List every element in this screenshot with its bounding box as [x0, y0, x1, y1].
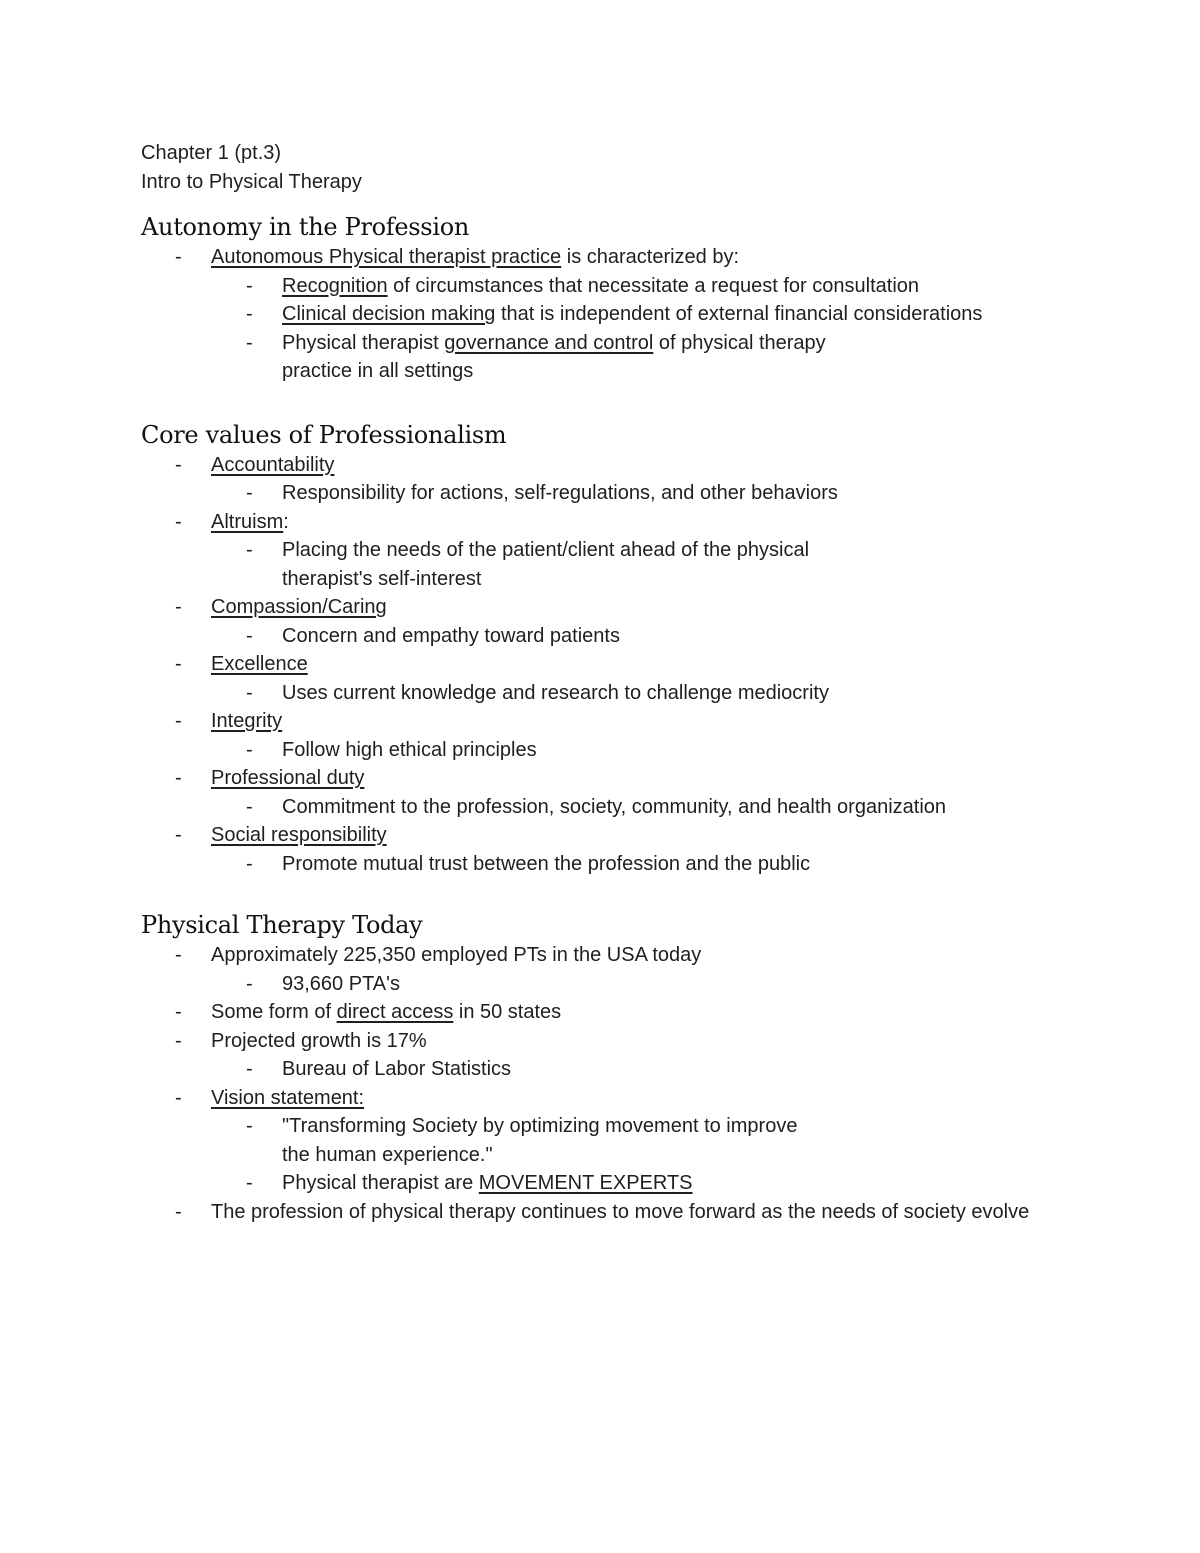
heading-pt-today: Physical Therapy Today: [141, 911, 423, 939]
core-value-label: Altruism: [211, 510, 284, 533]
bullet-dash: -: [175, 710, 182, 732]
list-item: [141, 1027, 1061, 1056]
bullet-dash: -: [175, 453, 182, 476]
item-text: Commitment to the profession, society, community, and health organization: [282, 795, 947, 818]
list-item: [141, 329, 862, 386]
list-item: [141, 1084, 1061, 1113]
core-values-list: [141, 451, 1061, 879]
core-value-description: [141, 793, 1061, 822]
core-value-item: [141, 593, 1061, 622]
core-value-description: [141, 679, 1061, 708]
item-text: Follow high ethical principles: [282, 738, 537, 761]
bullet-dash: -: [175, 1086, 182, 1109]
core-value-description: [141, 736, 1061, 765]
bullet-dash: -: [175, 1200, 182, 1223]
bullet-dash: -: [246, 1172, 253, 1194]
list-item: [141, 1169, 1061, 1198]
underlined-term: MOVEMENT EXPERTS: [478, 1172, 693, 1194]
list-item: [141, 941, 1061, 970]
item-text: Bureau of Labor Statistics: [282, 1058, 512, 1080]
item-text: Projected growth is 17%: [211, 1029, 427, 1052]
core-value-description: [141, 850, 1061, 879]
chapter-label: Chapter 1 (pt.3): [141, 142, 282, 164]
bullet-dash: -: [175, 824, 182, 846]
core-value-label: Accountability: [211, 453, 335, 476]
core-value-description: [141, 536, 822, 593]
list-item: [141, 1198, 1041, 1227]
bullet-dash: -: [246, 795, 253, 818]
item-text: Approximately 225,350 employed PTs in the USA today: [211, 944, 702, 966]
bullet-dash: -: [175, 944, 182, 966]
bullet-dash: -: [246, 1115, 253, 1137]
underlined-term: Autonomous Physical therapist practice: [211, 246, 562, 268]
list-item: [141, 1055, 1061, 1084]
item-text: Physical therapist are: [282, 1172, 479, 1194]
bullet-dash: -: [175, 246, 182, 268]
list-item: [141, 970, 1061, 999]
core-value-item: [141, 650, 1061, 679]
list-item: [141, 300, 1061, 329]
bullet-dash: -: [246, 624, 253, 647]
core-value-description: [141, 622, 1061, 651]
bullet-dash: -: [175, 767, 182, 789]
core-value-label: Integrity: [211, 710, 283, 732]
underlined-term: direct access: [336, 1001, 454, 1023]
bullet-dash: -: [246, 972, 253, 995]
heading-core-values: Core values of Professionalism: [141, 420, 507, 449]
item-text: is characterized by:: [561, 246, 740, 268]
core-value-label: Excellence: [211, 653, 308, 675]
bullet-dash: -: [175, 653, 182, 675]
item-text: Promote mutual trust between the profession and the public: [282, 852, 811, 875]
item-text: Uses current knowledge and research to challenge mediocrity: [282, 681, 829, 704]
item-text: that is independent of external financial considerations: [495, 303, 983, 325]
core-value-item: [141, 707, 1061, 736]
core-value-item: [141, 451, 1061, 480]
bullet-dash: -: [246, 852, 253, 875]
underlined-term: Recognition: [282, 274, 388, 297]
item-text: of circumstances that necessitate a request for consultation: [387, 274, 920, 297]
item-text: The profession of physical therapy continues to move forward as the needs of society evolve: [211, 1200, 1030, 1223]
course-title: Intro to Physical Therapy: [141, 171, 362, 193]
heading-autonomy: Autonomy in the Profession: [141, 213, 470, 241]
list-item: [141, 272, 1061, 301]
bullet-dash: -: [246, 1058, 253, 1080]
bullet-dash: -: [246, 274, 253, 297]
item-text: Physical therapist: [282, 331, 445, 354]
bullet-dash: -: [246, 738, 253, 761]
core-value-label: Compassion/Caring: [211, 596, 387, 618]
underlined-term: governance and control: [444, 331, 654, 354]
bullet-dash: -: [246, 303, 253, 325]
bullet-dash: -: [175, 596, 182, 618]
list-item: [141, 998, 1061, 1027]
bullet-dash: -: [175, 1029, 182, 1052]
item-text: in 50 states: [453, 1001, 562, 1023]
item-text: of physical therapy practice in all settings: [282, 331, 826, 382]
item-text: Some form of: [211, 1001, 337, 1023]
document-page: [141, 139, 1061, 1226]
underlined-term: Clinical decision making: [282, 303, 496, 325]
item-text: "Transforming Society by optimizing movement to improve the human experience.": [282, 1115, 798, 1166]
core-value-label: Professional duty: [211, 767, 365, 789]
core-value-label: Social responsibility: [211, 824, 387, 846]
item-text: 93,660 PTA's: [282, 972, 400, 995]
list-item: [141, 243, 1061, 272]
list-item: [141, 1112, 822, 1169]
bullet-dash: -: [175, 1001, 182, 1023]
core-value-item: [141, 764, 1061, 793]
underlined-term: Vision statement:: [211, 1086, 365, 1109]
item-text: Concern and empathy toward patients: [282, 624, 620, 647]
core-value-item: [141, 821, 1061, 850]
bullet-dash: -: [246, 681, 253, 704]
bullet-dash: -: [246, 482, 253, 504]
item-text: Responsibility for actions, self-regulations, and other behaviors: [282, 482, 838, 504]
core-value-suffix: :: [283, 510, 289, 533]
core-value-description: [141, 479, 1061, 508]
core-value-item: [141, 508, 1061, 537]
item-text: Placing the needs of the patient/client ahead of the physical therapist's self-interest: [282, 539, 810, 590]
bullet-dash: -: [246, 331, 253, 354]
bullet-dash: -: [175, 510, 182, 533]
bullet-dash: -: [246, 539, 253, 561]
